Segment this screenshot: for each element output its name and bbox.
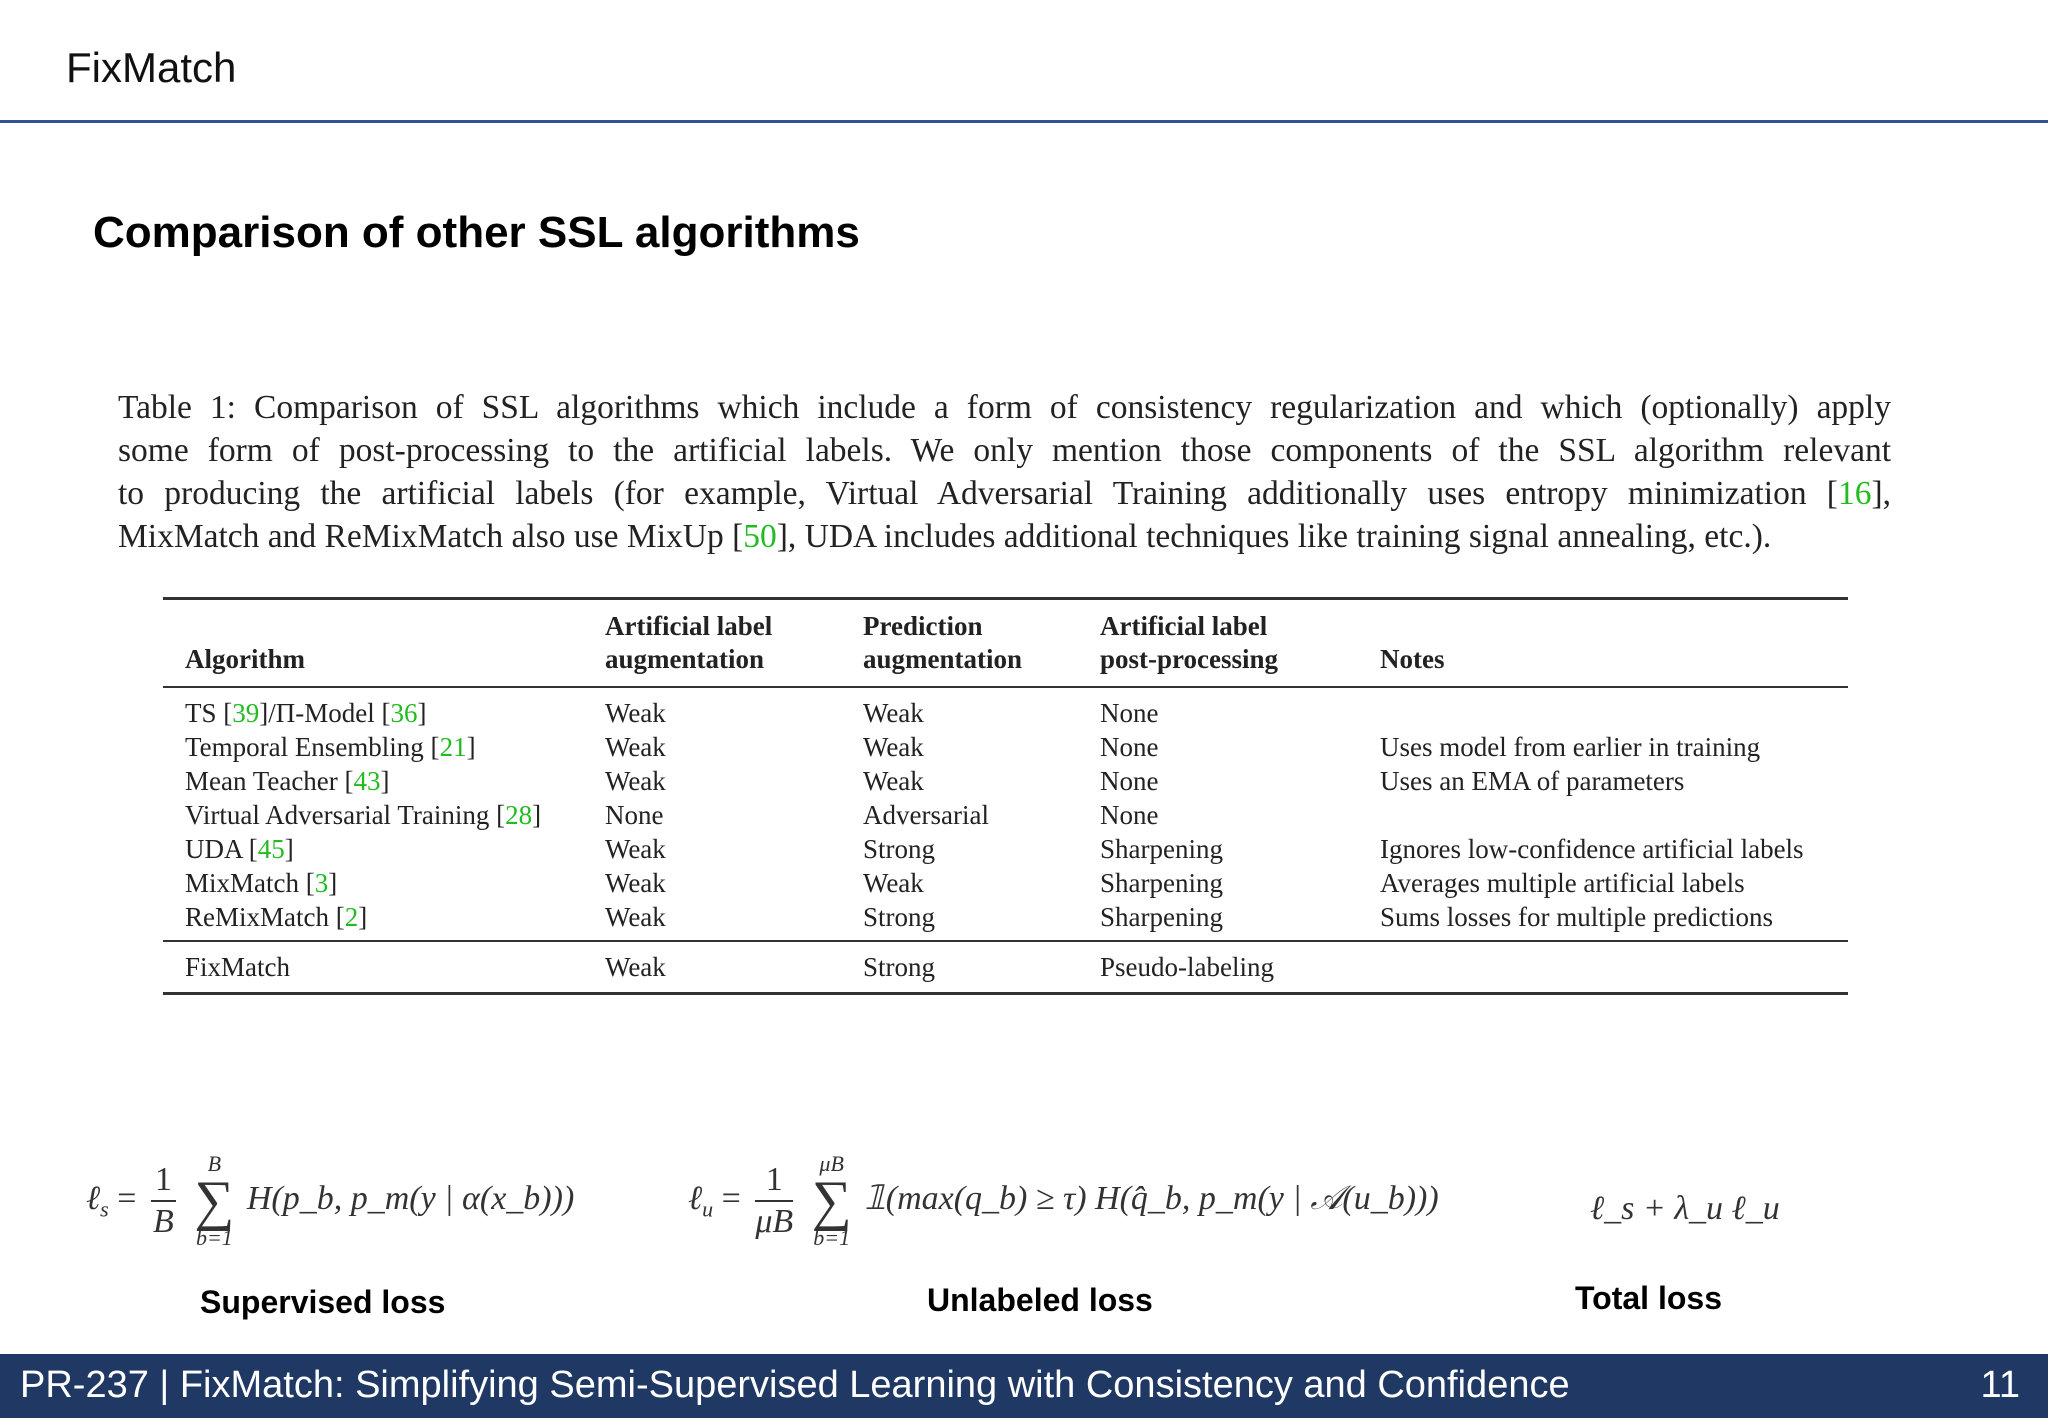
algorithm-cell [163, 730, 583, 764]
header-label-augmentation-line1: Artificial label [605, 611, 773, 641]
algorithm-cell [163, 687, 583, 730]
header-prediction-augmentation-line2: augmentation [863, 644, 1023, 674]
caption-line-2: some form of post-processing to the artificial labels. We only mention those components of the SSL algorithm relevant [118, 432, 1891, 469]
table-caption [118, 386, 1891, 558]
caption-line-3-text: to producing the artificial labels (for example, Virtual Adversarial Training additionally uses entropy minimization [ [118, 475, 1838, 512]
total-loss-label: Total loss [1575, 1280, 1722, 1316]
algorithm-bracket: ] [284, 834, 294, 864]
post-processing-cell: Sharpening [1100, 902, 1223, 932]
label-augmentation-cell: Weak [605, 868, 666, 898]
fraction-denominator: μB [755, 1203, 794, 1240]
formula-body: ℓ_s + λ_u ℓ_u [1590, 1190, 1780, 1227]
prediction-augmentation-cell: Weak [863, 766, 924, 796]
notes-cell: Uses an EMA of parameters [1380, 766, 1685, 796]
slide-heading: Comparison of other SSL algorithms [93, 208, 860, 257]
supervised-loss-formula [86, 1152, 574, 1250]
post-processing-cell: Sharpening [1100, 868, 1223, 898]
header-post-processing-line1: Artificial label [1100, 611, 1268, 641]
label-augmentation-cell: Weak [605, 834, 666, 864]
post-processing-cell: None [1100, 800, 1159, 830]
caption-line-4 [118, 515, 1891, 558]
label-augmentation-cell: Weak [605, 766, 666, 796]
header-label-augmentation [583, 599, 841, 688]
citation-link[interactable]: 36 [390, 698, 418, 728]
notes-cell [1358, 941, 1848, 994]
post-processing-cell: Pseudo-labeling [1100, 952, 1274, 982]
formula-lhs-sub: s [100, 1196, 109, 1222]
citation-link[interactable]: 45 [257, 834, 285, 864]
total-loss-formula [1590, 1190, 1780, 1228]
footer-title: PR-237 | FixMatch: Simplifying Semi-Supervised Learning with Consistency and Confidence [20, 1364, 1570, 1406]
citation-link[interactable]: 2 [344, 902, 359, 932]
header-prediction-augmentation-line1: Prediction [863, 611, 983, 641]
post-processing-cell: None [1100, 766, 1159, 796]
notes-cell [1358, 798, 1848, 832]
table-row [163, 900, 1848, 941]
citation-link[interactable]: 21 [439, 732, 467, 762]
header-title: FixMatch [66, 44, 237, 91]
algorithm-name: ReMixMatch [ [185, 902, 345, 932]
unlabeled-loss-formula [688, 1152, 1439, 1250]
fraction-numerator: 1 [755, 1160, 793, 1202]
sum-upper-limit: B [207, 1151, 222, 1176]
caption-line-4-end: ], UDA includes additional techniques like training signal annealing, etc.). [776, 518, 1772, 555]
prediction-augmentation-cell: Weak [863, 868, 924, 898]
post-processing-cell: None [1100, 698, 1159, 728]
prediction-augmentation-cell: Strong [863, 952, 936, 982]
summation [812, 1152, 852, 1250]
algorithm-name: Mean Teacher [ [185, 766, 354, 796]
algorithm-bracket: ] [417, 698, 427, 728]
summation [194, 1152, 234, 1250]
formula-lhs-sub: u [702, 1196, 714, 1222]
formula-equals: = [117, 1179, 137, 1217]
notes-cell: Uses model from earlier in training [1380, 732, 1761, 762]
caption-line-4-text: MixMatch and ReMixMatch also use MixUp [ [118, 518, 744, 555]
header-algorithm: Algorithm [185, 644, 305, 674]
sigma-icon: ∑ [194, 1170, 235, 1232]
algorithm-cell [163, 764, 583, 798]
citation-link[interactable]: 28 [505, 800, 533, 830]
algorithm-name: TS [ [185, 698, 233, 728]
header-label-augmentation-line2: augmentation [605, 644, 765, 674]
post-processing-cell: Sharpening [1100, 834, 1223, 864]
notes-cell: Ignores low-confidence artificial labels [1380, 834, 1804, 864]
citation-link[interactable]: 43 [353, 766, 381, 796]
header-notes: Notes [1380, 644, 1445, 674]
table-row [163, 832, 1848, 866]
citation-link[interactable]: 16 [1837, 475, 1872, 512]
header-post-processing-line2: post-processing [1100, 644, 1279, 674]
header-rule [0, 120, 2048, 123]
notes-cell: Sums losses for multiple predictions [1380, 902, 1773, 932]
algorithm-name: MixMatch [ [185, 868, 315, 898]
fraction-denominator: B [153, 1203, 174, 1240]
label-augmentation-cell: Weak [605, 732, 666, 762]
formula-lhs: ℓ [86, 1179, 101, 1217]
footer-bar [0, 1354, 2048, 1418]
formula-fraction [755, 1160, 793, 1242]
caption-line-1: Table 1: Comparison of SSL algorithms which include a form of consistency regularization and which (optionally) apply [118, 389, 1891, 426]
table-row [163, 866, 1848, 900]
citation-link[interactable]: 39 [232, 698, 260, 728]
notes-cell: Averages multiple artificial labels [1380, 868, 1745, 898]
label-augmentation-cell: None [605, 800, 664, 830]
formula-fraction [151, 1160, 176, 1242]
table-row-fixmatch [163, 941, 1848, 994]
notes-cell [1358, 687, 1848, 730]
header-prediction-augmentation [841, 599, 1078, 688]
prediction-augmentation-cell: Adversarial [863, 800, 989, 830]
table-row [163, 764, 1848, 798]
formula-equals: = [721, 1179, 741, 1217]
table-row [163, 798, 1848, 832]
page-number: 11 [1980, 1364, 2020, 1406]
sum-lower-limit: b=1 [195, 1225, 233, 1250]
label-augmentation-cell: Weak [605, 698, 666, 728]
sum-upper-limit: μB [819, 1151, 844, 1176]
table-row [163, 687, 1848, 730]
caption-line-3 [118, 472, 1891, 515]
unlabeled-loss-label: Unlabeled loss [927, 1282, 1153, 1318]
algorithm-bracket: ] [466, 732, 476, 762]
fraction-numerator: 1 [151, 1160, 176, 1202]
prediction-augmentation-cell: Strong [863, 834, 936, 864]
comparison-table [163, 597, 1848, 995]
algorithm-bracket: ] [328, 868, 338, 898]
sum-lower-limit: b=1 [813, 1225, 851, 1250]
algorithm-name: Temporal Ensembling [ [185, 732, 440, 762]
sigma-icon: ∑ [811, 1170, 852, 1232]
algorithm-cell: FixMatch [185, 952, 290, 982]
algorithm-bracket: ] [358, 902, 368, 932]
caption-line-3-end: ], [1871, 475, 1891, 512]
label-augmentation-cell: Weak [605, 902, 666, 932]
algorithm-cell [163, 832, 583, 866]
label-augmentation-cell: Weak [605, 952, 666, 982]
algorithm-name: UDA [ [185, 834, 258, 864]
algorithm-name: ]/Π-Model [ [259, 698, 391, 728]
algorithm-cell [163, 798, 583, 832]
prediction-augmentation-cell: Strong [863, 902, 936, 932]
table-row [163, 730, 1848, 764]
algorithm-cell [163, 866, 583, 900]
algorithm-bracket: ] [380, 766, 390, 796]
formula-lhs: ℓ [688, 1179, 703, 1217]
citation-link[interactable]: 50 [743, 518, 777, 555]
formula-body: H(p_b, p_m(y | α(x_b))) [246, 1179, 575, 1217]
algorithm-name: Virtual Adversarial Training [ [185, 800, 506, 830]
algorithm-cell [163, 900, 583, 941]
prediction-augmentation-cell: Weak [863, 732, 924, 762]
citation-link[interactable]: 3 [314, 868, 329, 898]
formula-body: 𝟙(max(q_b) ≥ τ) H(q̂_b, p_m(y | 𝒜(u_b))) [864, 1179, 1439, 1217]
header-post-processing [1078, 599, 1358, 688]
supervised-loss-label: Supervised loss [200, 1284, 446, 1320]
prediction-augmentation-cell: Weak [863, 698, 924, 728]
post-processing-cell: None [1100, 732, 1159, 762]
algorithm-bracket: ] [532, 800, 542, 830]
